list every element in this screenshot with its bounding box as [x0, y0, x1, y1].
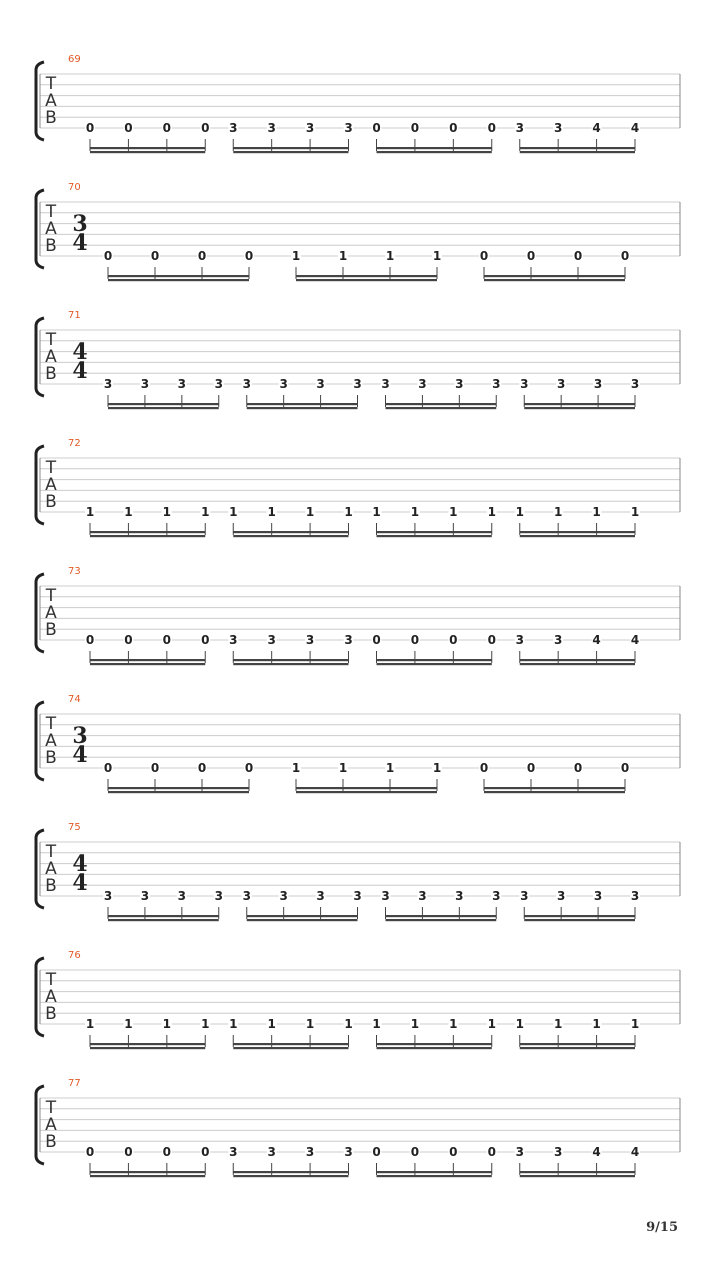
fret-number: 1 [410, 505, 420, 519]
fret-number: 0 [372, 1145, 381, 1159]
fret-number: 0 [201, 121, 210, 135]
beam [90, 1043, 205, 1045]
fret-number: 0 [372, 121, 381, 135]
tab-clef-letter: A [45, 91, 57, 111]
fret-number: 3 [214, 377, 223, 391]
fret-number: 3 [520, 889, 529, 903]
fret-number: 3 [515, 121, 524, 135]
fret-number: 0 [162, 1145, 172, 1159]
fret-number: 0 [479, 249, 489, 263]
fret-number: 3 [455, 889, 464, 903]
beam [108, 787, 249, 789]
fret-number: 0 [124, 1145, 133, 1159]
fret-number: 1 [305, 505, 315, 519]
beam [377, 535, 492, 537]
beam [90, 1171, 205, 1173]
fret-number: 1 [338, 761, 348, 775]
fret-number: 1 [592, 1017, 601, 1031]
time-signature-top: 4 [72, 851, 88, 877]
tab-clef-letter: B [45, 236, 57, 256]
fret-number: 0 [573, 249, 583, 263]
fret-number: 1 [229, 505, 238, 519]
beam [90, 1047, 205, 1049]
fret-number: 3 [553, 1145, 563, 1159]
fret-number: 1 [487, 1017, 496, 1031]
fret-number: 1 [630, 505, 640, 519]
beam [484, 279, 625, 281]
fret-number: 0 [244, 249, 254, 263]
fret-number: 3 [316, 377, 325, 391]
fret-number: 0 [103, 249, 113, 263]
beam [90, 531, 205, 533]
beam [233, 1043, 348, 1045]
fret-number: 0 [124, 121, 133, 135]
fret-number: 0 [620, 761, 630, 775]
fret-number: 1 [515, 1017, 524, 1031]
fret-number: 3 [593, 889, 603, 903]
beam [386, 407, 497, 409]
fret-number: 1 [449, 505, 458, 519]
tab-clef-letter: T [45, 330, 57, 350]
tab-clef-letter: A [45, 987, 57, 1007]
tab-clef-letter: B [45, 748, 57, 768]
fret-number: 0 [410, 121, 420, 135]
beam [296, 791, 437, 793]
beam [524, 403, 635, 405]
time-signature-bottom: 4 [72, 358, 88, 384]
fret-number: 3 [214, 889, 223, 903]
fret-number: 3 [305, 1145, 315, 1159]
beam [520, 535, 635, 537]
fret-number: 0 [487, 121, 496, 135]
fret-number: 3 [279, 377, 288, 391]
fret-number: 3 [418, 377, 427, 391]
fret-number: 1 [630, 1017, 640, 1031]
fret-number: 0 [487, 633, 496, 647]
fret-number: 1 [291, 249, 301, 263]
beam [377, 663, 492, 665]
tab-clef-letter: B [45, 492, 57, 512]
beam [377, 151, 492, 153]
beam [247, 915, 358, 917]
beam [90, 659, 205, 661]
fret-number: 1 [124, 1017, 133, 1031]
measure-number: 72 [68, 438, 81, 449]
tab-clef-letter: B [45, 108, 57, 128]
beam [108, 407, 219, 409]
fret-number: 0 [201, 1145, 210, 1159]
beam [233, 1047, 348, 1049]
fret-number: 3 [556, 377, 566, 391]
beam [386, 919, 497, 921]
tab-clef-letter: T [45, 202, 57, 222]
fret-number: 3 [229, 121, 238, 135]
fret-number: 3 [229, 633, 238, 647]
beam [233, 151, 348, 153]
fret-number: 1 [201, 505, 210, 519]
beam [377, 1175, 492, 1177]
fret-number: 1 [553, 505, 563, 519]
fret-number: 1 [267, 1017, 276, 1031]
time-signature-bottom: 4 [72, 230, 88, 256]
fret-number: 0 [526, 761, 536, 775]
fret-number: 4 [630, 633, 640, 647]
fret-number: 3 [353, 889, 362, 903]
fret-number: 0 [410, 633, 420, 647]
fret-number: 1 [162, 505, 172, 519]
fret-number: 3 [305, 121, 315, 135]
fret-number: 0 [449, 633, 458, 647]
fret-number: 1 [449, 1017, 458, 1031]
fret-number: 1 [553, 1017, 563, 1031]
fret-number: 3 [267, 633, 276, 647]
beam [108, 919, 219, 921]
tab-clef-letter: T [45, 842, 57, 862]
beam [296, 787, 437, 789]
fret-number: 4 [630, 121, 640, 135]
fret-number: 1 [344, 1017, 353, 1031]
time-signature-top: 3 [72, 723, 88, 749]
beam [520, 1047, 635, 1049]
beam [90, 1175, 205, 1177]
beam [386, 915, 497, 917]
beam [90, 147, 205, 149]
fret-number: 3 [305, 633, 315, 647]
fret-number: 1 [162, 1017, 172, 1031]
fret-number: 0 [197, 761, 207, 775]
beam [377, 147, 492, 149]
beam [233, 1171, 348, 1173]
fret-number: 3 [242, 889, 251, 903]
fret-number: 1 [338, 249, 348, 263]
beam [524, 915, 635, 917]
beam [484, 275, 625, 277]
fret-number: 3 [242, 377, 251, 391]
fret-number: 3 [279, 889, 288, 903]
fret-number: 0 [410, 1145, 420, 1159]
fret-number: 0 [201, 633, 210, 647]
fret-number: 0 [150, 761, 160, 775]
fret-number: 3 [593, 377, 603, 391]
fret-number: 3 [492, 377, 501, 391]
fret-number: 3 [344, 633, 353, 647]
fret-number: 0 [85, 1145, 95, 1159]
beam [90, 663, 205, 665]
beam [484, 787, 625, 789]
tab-clef-letter: B [45, 876, 57, 896]
fret-number: 0 [162, 633, 172, 647]
tab-clef-letter: B [45, 620, 57, 640]
fret-number: 3 [556, 889, 566, 903]
tab-clef-letter: A [45, 859, 57, 879]
beam [108, 403, 219, 405]
measure-number: 71 [68, 310, 81, 321]
beam [520, 1171, 635, 1173]
fret-number: 3 [103, 889, 113, 903]
beam [524, 919, 635, 921]
fret-number: 3 [630, 377, 640, 391]
fret-number: 3 [515, 1145, 524, 1159]
beam [233, 535, 348, 537]
beam [484, 791, 625, 793]
fret-number: 0 [85, 633, 95, 647]
fret-number: 0 [620, 249, 630, 263]
measure-number: 76 [68, 950, 81, 961]
fret-number: 3 [381, 889, 390, 903]
fret-number: 0 [103, 761, 113, 775]
beam [296, 275, 437, 277]
beam [520, 659, 635, 661]
beam [377, 1171, 492, 1173]
fret-number: 3 [418, 889, 427, 903]
time-signature-bottom: 4 [72, 870, 88, 896]
time-signature-bottom: 4 [72, 742, 88, 768]
fret-number: 1 [372, 505, 381, 519]
beam [524, 407, 635, 409]
tab-clef-letter: A [45, 1115, 57, 1135]
measure-number: 74 [68, 694, 81, 705]
beam [520, 147, 635, 149]
fret-number: 0 [526, 249, 536, 263]
fret-number: 1 [432, 761, 442, 775]
tab-clef-letter: A [45, 219, 57, 239]
beam [377, 659, 492, 661]
tab-clef-letter: B [45, 364, 57, 384]
fret-number: 1 [372, 1017, 381, 1031]
tab-clef-letter: A [45, 347, 57, 367]
fret-number: 1 [515, 505, 524, 519]
fret-number: 1 [385, 249, 395, 263]
beam [520, 531, 635, 533]
measure-number: 69 [68, 54, 81, 65]
beam [377, 1043, 492, 1045]
beam [233, 659, 348, 661]
fret-number: 3 [492, 889, 501, 903]
fret-number: 1 [410, 1017, 420, 1031]
fret-number: 0 [573, 761, 583, 775]
beam [247, 407, 358, 409]
measure-number: 75 [68, 822, 81, 833]
fret-number: 4 [592, 633, 601, 647]
fret-number: 3 [267, 121, 276, 135]
tab-clef-letter: T [45, 1098, 57, 1118]
fret-number: 1 [291, 761, 301, 775]
fret-number: 0 [85, 121, 95, 135]
fret-number: 4 [592, 121, 601, 135]
beam [108, 915, 219, 917]
tab-clef-letter: A [45, 731, 57, 751]
measure-number: 70 [68, 182, 81, 193]
fret-number: 0 [487, 1145, 496, 1159]
fret-number: 1 [432, 249, 442, 263]
beam [377, 1047, 492, 1049]
beam [247, 403, 358, 405]
fret-number: 0 [197, 249, 207, 263]
time-signature-top: 4 [72, 339, 88, 365]
beam [108, 791, 249, 793]
fret-number: 3 [381, 377, 390, 391]
beam [520, 1043, 635, 1045]
tab-clef-letter: T [45, 586, 57, 606]
fret-number: 0 [150, 249, 160, 263]
fret-number: 0 [162, 121, 172, 135]
beam [90, 535, 205, 537]
fret-number: 3 [267, 1145, 276, 1159]
fret-number: 1 [85, 505, 95, 519]
fret-number: 0 [244, 761, 254, 775]
beam [233, 531, 348, 533]
beam [108, 279, 249, 281]
fret-number: 3 [140, 377, 150, 391]
beam [247, 919, 358, 921]
beam [296, 279, 437, 281]
fret-number: 3 [455, 377, 464, 391]
tab-clef-letter: A [45, 603, 57, 623]
fret-number: 1 [344, 505, 353, 519]
fret-number: 3 [177, 889, 187, 903]
beam [377, 531, 492, 533]
fret-number: 3 [515, 633, 524, 647]
fret-number: 3 [316, 889, 325, 903]
fret-number: 1 [201, 1017, 210, 1031]
fret-number: 1 [85, 1017, 95, 1031]
fret-number: 3 [140, 889, 150, 903]
page-number: 9/15 [646, 1220, 678, 1235]
beam [520, 663, 635, 665]
tab-clef-letter: T [45, 74, 57, 94]
fret-number: 3 [520, 377, 529, 391]
fret-number: 3 [344, 121, 353, 135]
beam [520, 151, 635, 153]
fret-number: 0 [372, 633, 381, 647]
tab-clef-letter: B [45, 1132, 57, 1152]
fret-number: 1 [592, 505, 601, 519]
fret-number: 0 [449, 1145, 458, 1159]
fret-number: 3 [177, 377, 187, 391]
fret-number: 3 [553, 121, 563, 135]
fret-number: 3 [344, 1145, 353, 1159]
fret-number: 4 [630, 1145, 640, 1159]
beam [108, 275, 249, 277]
fret-number: 1 [487, 505, 496, 519]
fret-number: 0 [449, 121, 458, 135]
beam [386, 403, 497, 405]
fret-number: 3 [103, 377, 113, 391]
tab-clef-letter: T [45, 458, 57, 478]
tab-clef-letter: B [45, 1004, 57, 1024]
fret-number: 3 [630, 889, 640, 903]
beam [233, 663, 348, 665]
fret-number: 1 [229, 1017, 238, 1031]
tab-clef-letter: T [45, 714, 57, 734]
fret-number: 1 [385, 761, 395, 775]
fret-number: 0 [124, 633, 133, 647]
beam [90, 151, 205, 153]
fret-number: 1 [305, 1017, 315, 1031]
fret-number: 3 [553, 633, 563, 647]
measure-number: 77 [68, 1078, 81, 1089]
tab-clef-letter: A [45, 475, 57, 495]
tab-clef-letter: T [45, 970, 57, 990]
fret-number: 4 [592, 1145, 601, 1159]
fret-number: 1 [124, 505, 133, 519]
time-signature-top: 3 [72, 211, 88, 237]
beam [233, 1175, 348, 1177]
fret-number: 1 [267, 505, 276, 519]
fret-number: 3 [353, 377, 362, 391]
beam [233, 147, 348, 149]
measure-number: 73 [68, 566, 81, 577]
beam [520, 1175, 635, 1177]
fret-number: 3 [229, 1145, 238, 1159]
fret-number: 0 [479, 761, 489, 775]
